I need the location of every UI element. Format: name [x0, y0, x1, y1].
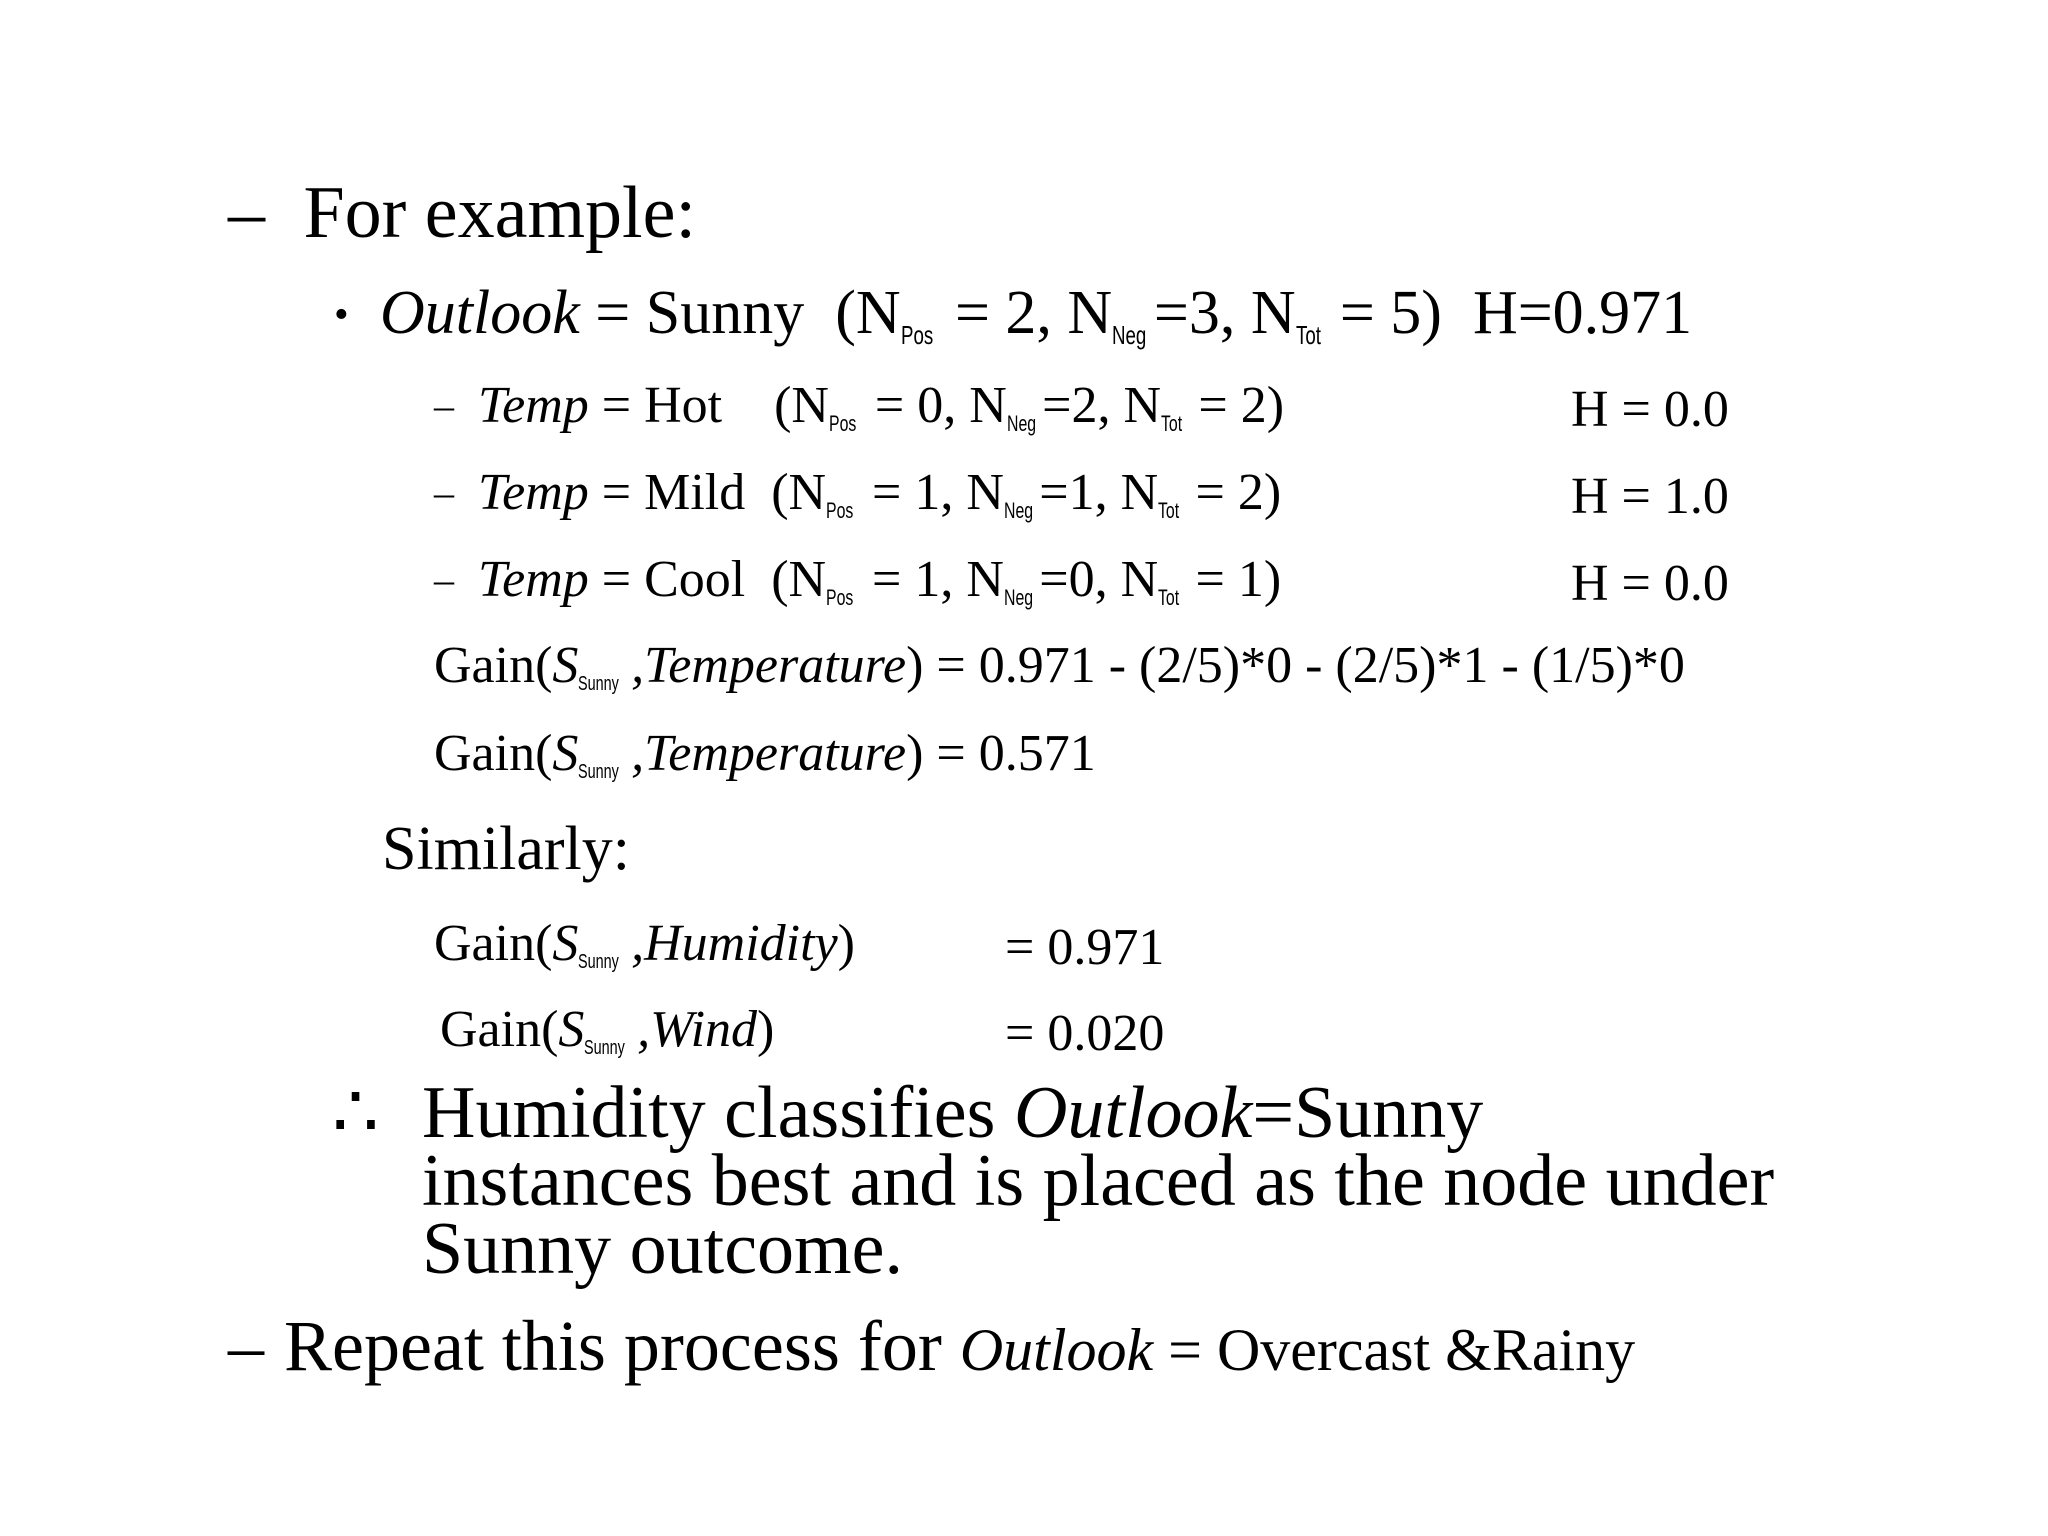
gain-humidity-value: = 0.971: [1005, 919, 1165, 976]
gain-rest: ): [757, 1001, 775, 1058]
temp-row-hot: [434, 377, 1285, 437]
sub-sunny: Sunny: [578, 761, 620, 784]
heading-line: [228, 172, 697, 254]
outlook-sunny-line: [334, 279, 1693, 350]
temp-text: = Mild (N: [588, 464, 827, 521]
entropy-cool: H = 0.0: [1571, 555, 1729, 612]
temp-row-mild: [434, 464, 1282, 524]
gain-wind-value: = 0.020: [1005, 1005, 1165, 1062]
sub-neg: Neg: [1112, 319, 1147, 350]
sub-tot: Tot: [1158, 585, 1180, 611]
gain-attr: ,Temperature: [631, 637, 907, 694]
gain-prefix: Gain(: [434, 725, 553, 782]
dash: –: [434, 382, 454, 428]
outlook-text: = Sunny (N: [579, 279, 901, 347]
dash: –: [228, 1306, 264, 1386]
similarly-label: Similarly:: [382, 815, 630, 883]
temp-text: = Cool (N: [588, 551, 827, 608]
sub-neg: Neg: [1006, 411, 1036, 437]
sub-tot: Tot: [1295, 319, 1321, 350]
temp-text-3: =0, N: [1039, 551, 1159, 608]
dash: –: [228, 172, 265, 254]
outlook-attr: Outlook: [380, 279, 580, 347]
conclusion-line-3: Sunny outcome.: [422, 1208, 903, 1290]
gain-temperature-formula: [434, 637, 1685, 696]
gain-attr: ,Wind: [637, 1001, 758, 1058]
sub-pos: Pos: [900, 319, 933, 350]
sub-pos: Pos: [826, 585, 854, 611]
entropy-hot: H = 0.0: [1571, 381, 1729, 438]
conclusion-text-2: =Sunny: [1252, 1072, 1484, 1154]
temp-text-3: =2, N: [1042, 377, 1162, 434]
repeat-attr: Outlook: [959, 1317, 1154, 1383]
temp-attr: Temp: [478, 551, 589, 608]
gain-rest: ): [837, 915, 855, 972]
sub-tot: Tot: [1158, 498, 1180, 524]
gain-wind: [440, 1001, 775, 1060]
set-s: S: [552, 725, 579, 782]
gain-rest: ) = 0.971 - (2/5)*0 - (2/5)*1 - (1/5)*0: [906, 637, 1685, 694]
conclusion-text: Humidity classifies: [422, 1072, 1014, 1154]
gain-prefix: Gain(: [440, 1001, 559, 1058]
sub-neg: Neg: [1003, 498, 1033, 524]
repeat-text-2: = Overcast &Rainy: [1153, 1317, 1636, 1383]
sub-sunny: Sunny: [584, 1037, 626, 1060]
temp-text-4: = 2): [1182, 464, 1282, 521]
outlook-text-4: = 5) H=0.971: [1324, 279, 1693, 347]
bullet-mark: •: [334, 291, 349, 338]
temp-text: = Hot (N: [588, 377, 829, 434]
sub-sunny: Sunny: [578, 673, 620, 696]
sub-sunny: Sunny: [578, 951, 620, 974]
conclusion-line-2: instances best and is placed as the node under: [422, 1140, 1775, 1222]
set-s: S: [558, 1001, 585, 1058]
set-s: S: [552, 637, 579, 694]
gain-prefix: Gain(: [434, 637, 553, 694]
temp-text-4: = 2): [1185, 377, 1285, 434]
temp-text-2: = 0, N: [861, 377, 1007, 434]
temp-text-2: = 1, N: [859, 464, 1004, 521]
therefore-symbol: ∴: [332, 1072, 380, 1154]
temp-attr: Temp: [478, 464, 589, 521]
gain-humidity: [434, 915, 855, 974]
repeat-text: Repeat this process for: [284, 1306, 960, 1386]
sub-tot: Tot: [1161, 411, 1183, 437]
gain-rest: ) = 0.571: [906, 725, 1096, 782]
dash: –: [434, 469, 454, 515]
temp-text-4: = 1): [1182, 551, 1282, 608]
gain-attr: ,Humidity: [631, 915, 838, 972]
sub-pos: Pos: [828, 411, 857, 437]
set-s: S: [552, 915, 579, 972]
outlook-text-2: = 2, N: [939, 279, 1113, 347]
temp-attr: Temp: [478, 377, 589, 434]
heading-text: For example:: [303, 172, 697, 254]
temp-text-3: =1, N: [1039, 464, 1159, 521]
gain-attr: ,Temperature: [631, 725, 907, 782]
conclusion-attr: Outlook: [1013, 1072, 1253, 1154]
sub-neg: Neg: [1003, 585, 1033, 611]
conclusion-line-1: [332, 1072, 1484, 1154]
sub-pos: Pos: [826, 498, 854, 524]
repeat-line: [228, 1306, 1636, 1386]
gain-prefix: Gain(: [434, 915, 553, 972]
gain-temperature-result: [434, 725, 1096, 784]
outlook-text-3: =3, N: [1153, 279, 1296, 347]
temp-row-cool: [434, 551, 1282, 611]
temp-text-2: = 1, N: [859, 551, 1004, 608]
dash: –: [434, 556, 454, 602]
entropy-mild: H = 1.0: [1571, 468, 1729, 525]
